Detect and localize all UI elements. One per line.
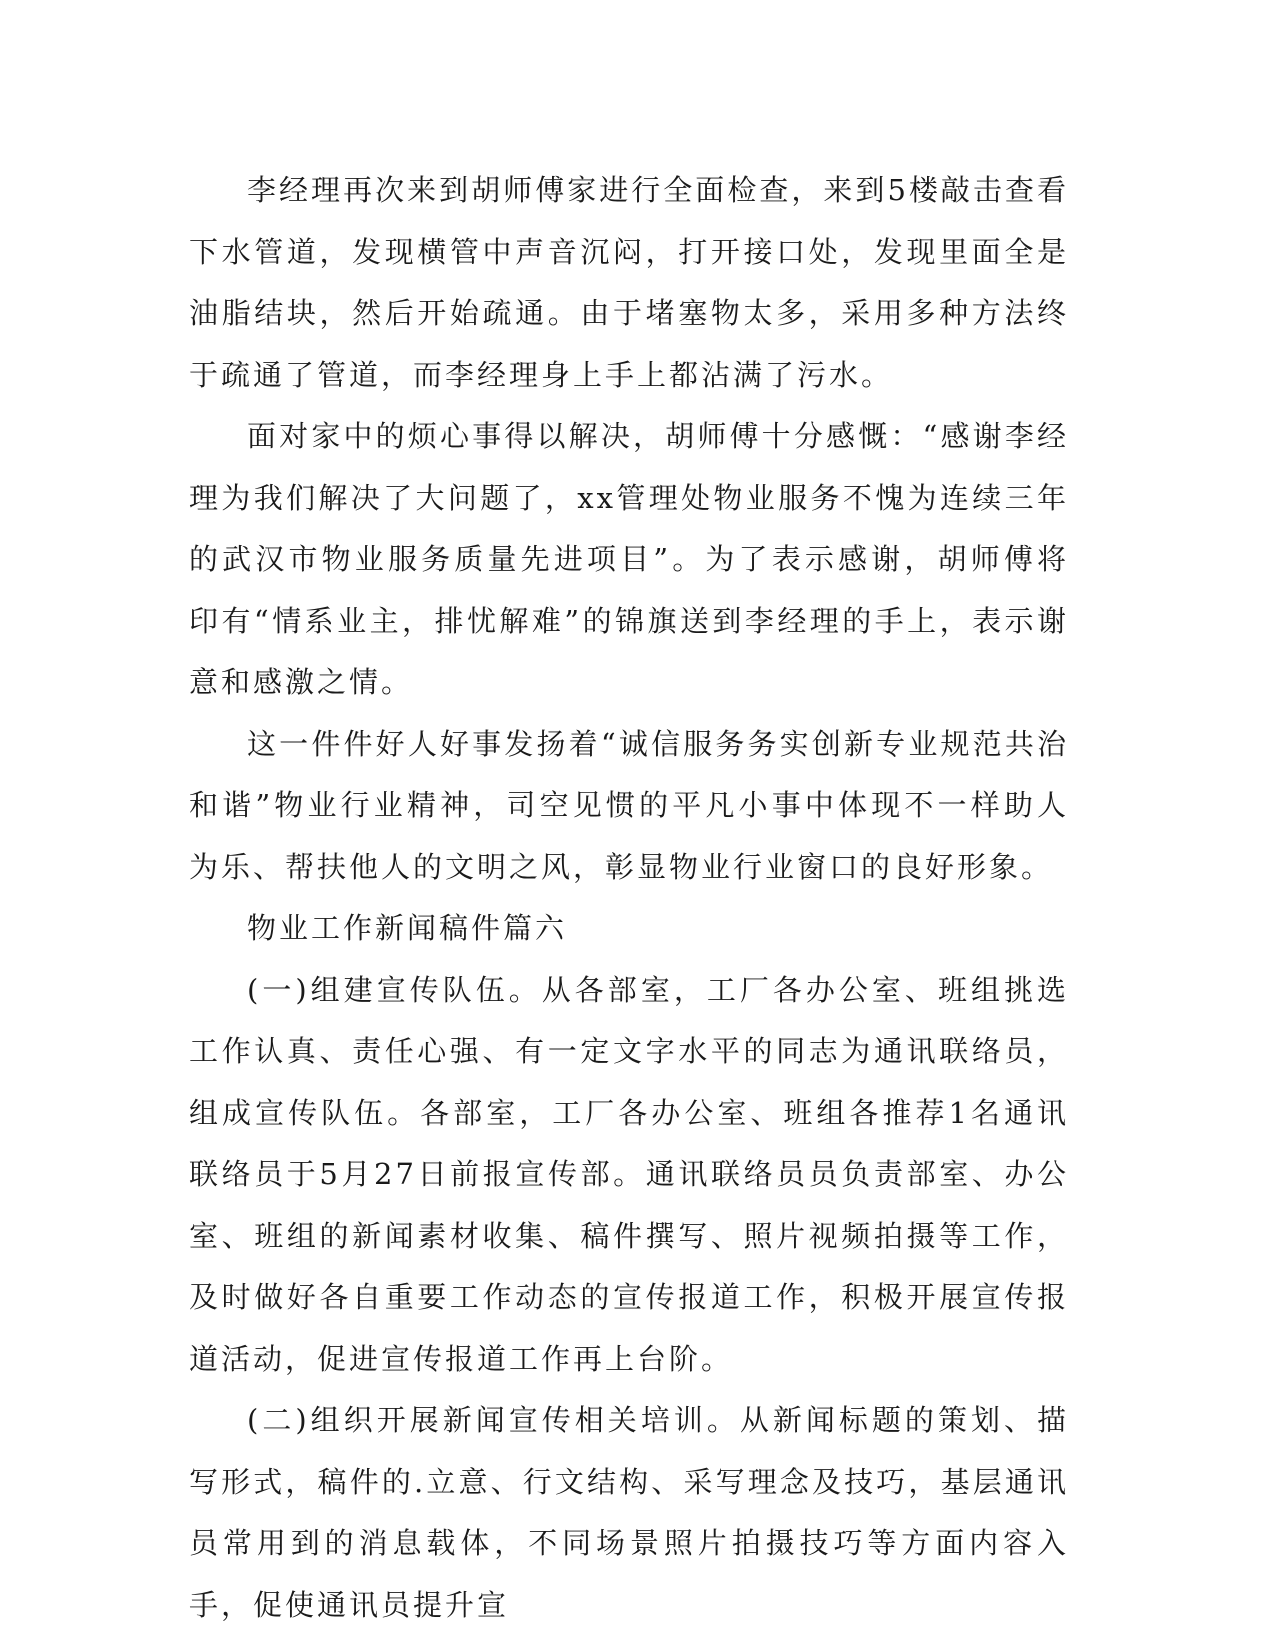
paragraph-3: 这一件件好人好事发扬着“诚信服务务实创新专业规范共治和谐”物业行业精神，司空见惯的平凡小事中体现不一样助人为乐、帮扶他人的文明之风，彰显物业行业窗口的良好形象。 [189,726,1069,884]
paragraph-5: (二)组织开展新闻宣传相关培训。从新闻标题的策划、描写形式，稿件的.立意、行文结构、采写理念及技巧，基层通讯员常用到的消息载体，不同场景照片拍摄技巧等方面内容入手，促使通讯员提升宣 [189,1403,1069,1622]
paragraph-4: (一)组建宣传队伍。从各部室，工厂各办公室、班组挑选工作认真、责任心强、有一定文字水平的同志为通讯联络员，组成宣传队伍。各部室，工厂各办公室、班组各推荐1名通讯联络员于5月27日前报宣传部。通讯联络员员负责部室、办公室、班组的新闻素材收集、稿件撰写、照片视频拍摄等工作，及时做好各自重要工作动态的宣传报道工作，积极开展宣传报道活动，促进宣传报道工作再上台阶。 [189,972,1069,1376]
section-title: 物业工作新闻稿件篇六 [247,911,568,945]
paragraph-1: 李经理再次来到胡师傅家进行全面检查，来到5楼敲击查看下水管道，发现横管中声音沉闷，打开接口处，发现里面全是油脂结块，然后开始疏通。由于堵塞物太多，采用多种方法终于疏通了管道，而李经理身上手上都沾满了污水。 [189,173,1069,392]
document-body [189,160,1069,1636]
paragraph-2: 面对家中的烦心事得以解决，胡师傅十分感慨：“感谢李经理为我们解决了大问题了，xx管理处物业服务不愧为连续三年的武汉市物业服务质量先进项目”。为了表示感谢，胡师傅将印有“情系业主，排忧解难”的锦旗送到李经理的手上，表示谢意和感激之情。 [189,419,1069,699]
